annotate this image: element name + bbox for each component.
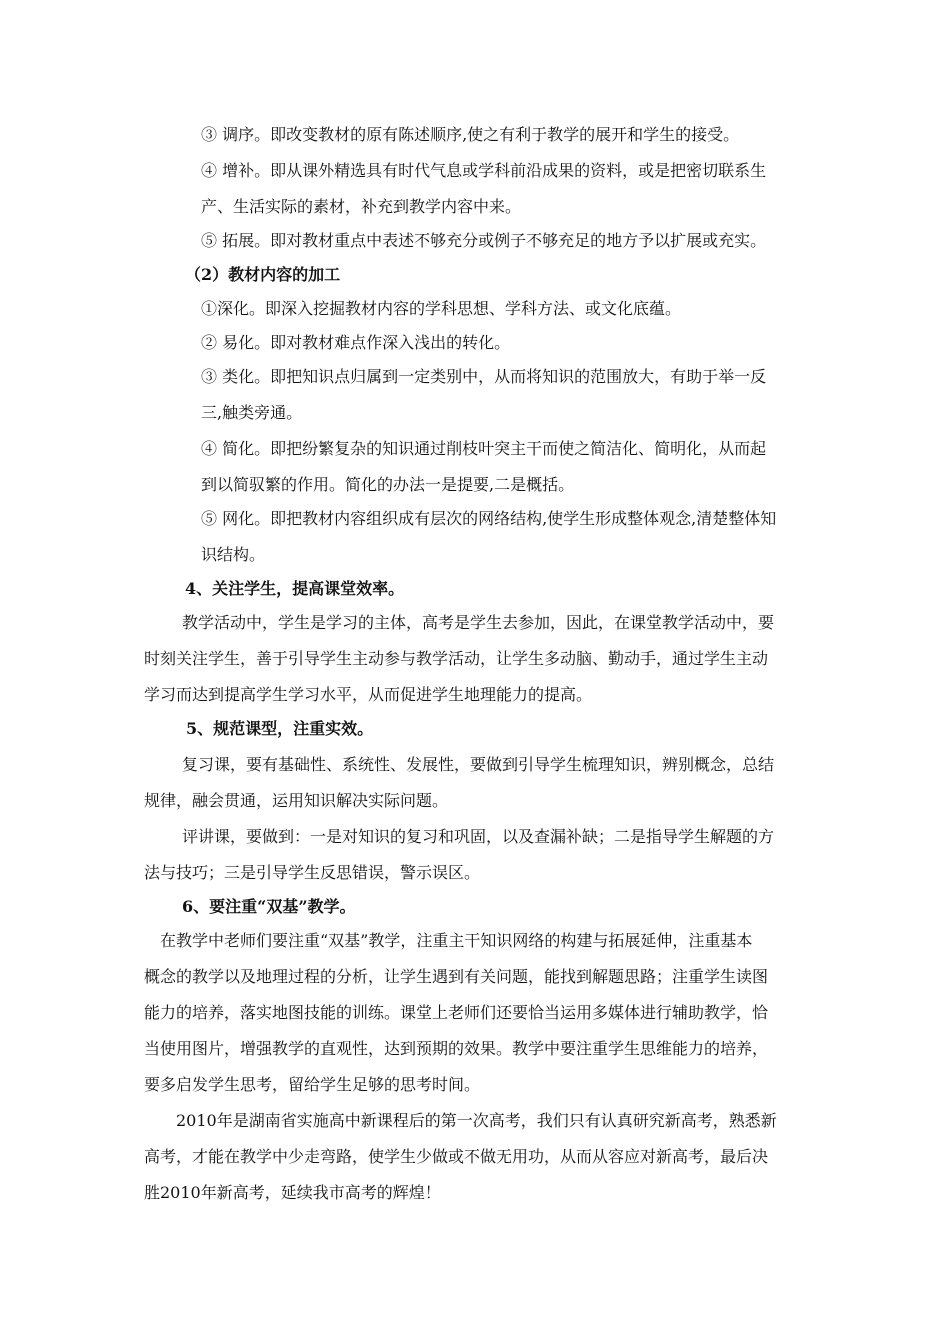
text-line: ② 易化。即对教材难点作深入浅出的转化。	[201, 333, 511, 352]
text-line: 能力的培养，落实地图技能的训练。课堂上老师们还要恰当运用多媒体进行辅助教学，恰	[144, 1003, 769, 1022]
text-line: 概念的教学以及地理过程的分析，让学生遇到有关问题，能找到解题思路；注重学生读图	[144, 967, 769, 986]
text-line: ③ 调序。即改变教材的原有陈述顺序,使之有利于教学的展开和学生的接受。	[201, 125, 740, 144]
text-line: ④ 增补。即从课外精选具有时代气息或学科前沿成果的资料，或是把密切联系生	[201, 161, 767, 180]
text-line: 胜2010年新高考，延续我市高考的辉煌！	[144, 1183, 441, 1202]
text-line: 高考，才能在教学中少走弯路，使学生少做或不做无用功，从而从容应对新高考，最后决	[144, 1147, 769, 1166]
text-line: ③ 类化。即把知识点归属到一定类别中，从而将知识的范围放大，有助于举一反	[201, 367, 767, 386]
section-heading: （2）教材内容的加工	[185, 265, 341, 284]
text-line: ④ 简化。即把纷繁复杂的知识通过削枝叶突主干而使之简洁化、简明化，从而起	[201, 439, 767, 458]
text-line: 产、生活实际的素材，补充到教学内容中来。	[201, 197, 522, 216]
text-line: 规律，融会贯通，运用知识解决实际问题。	[144, 791, 449, 810]
text-line: 到以简驭繁的作用。简化的办法一是提要,二是概括。	[201, 475, 575, 494]
text-line: 法与技巧；三是引导学生反思错误，警示误区。	[144, 863, 481, 882]
text-line: 要多启发学生思考，留给学生足够的思考时间。	[144, 1075, 481, 1094]
text-line: 2010年是湖南省实施高中新课程后的第一次高考，我们只有认真研究新高考，熟悉新	[176, 1111, 777, 1130]
text-line: 在教学中老师们要注重“双基”教学，注重主干知识网络的构建与拓展延伸，注重基本	[160, 931, 753, 950]
section-heading: 4、关注学生，提高课堂效率。	[185, 579, 405, 598]
text-line: ①深化。即深入挖掘教材内容的学科思想、学科方法、或文化底蕴。	[201, 299, 682, 318]
text-line: 当使用图片，增强教学的直观性，达到预期的效果。教学中要注重学生思维能力的培养，	[144, 1039, 769, 1058]
text-line: 时刻关注学生，善于引导学生主动参与教学活动，让学生多动脑、勤动手，通过学生主动	[144, 649, 769, 668]
text-line: ⑤ 网化。即把教材内容组织成有层次的网络结构,使学生形成整体观念,清楚整体知	[201, 509, 777, 528]
text-line: 复习课，要有基础性、系统性、发展性，要做到引导学生梳理知识，辨别概念，总结	[182, 755, 775, 774]
text-line: 学习而达到提高学生学习水平，从而促进学生地理能力的提高。	[144, 685, 593, 704]
text-line: ⑤ 拓展。即对教材重点中表述不够充分或例子不够充足的地方予以扩展或充实。	[201, 231, 767, 250]
text-line: 教学活动中，学生是学习的主体，高考是学生去参加，因此，在课堂教学活动中，要	[182, 613, 775, 632]
text-line: 评讲课，要做到：一是对知识的复习和巩固，以及查漏补缺；二是指导学生解题的方	[182, 827, 775, 846]
text-line: 三,触类旁通。	[201, 403, 303, 422]
section-heading: 5、规范课型，注重实效。	[186, 719, 374, 738]
section-heading: 6、要注重“双基”教学。	[182, 897, 356, 916]
text-line: 识结构。	[201, 545, 266, 564]
